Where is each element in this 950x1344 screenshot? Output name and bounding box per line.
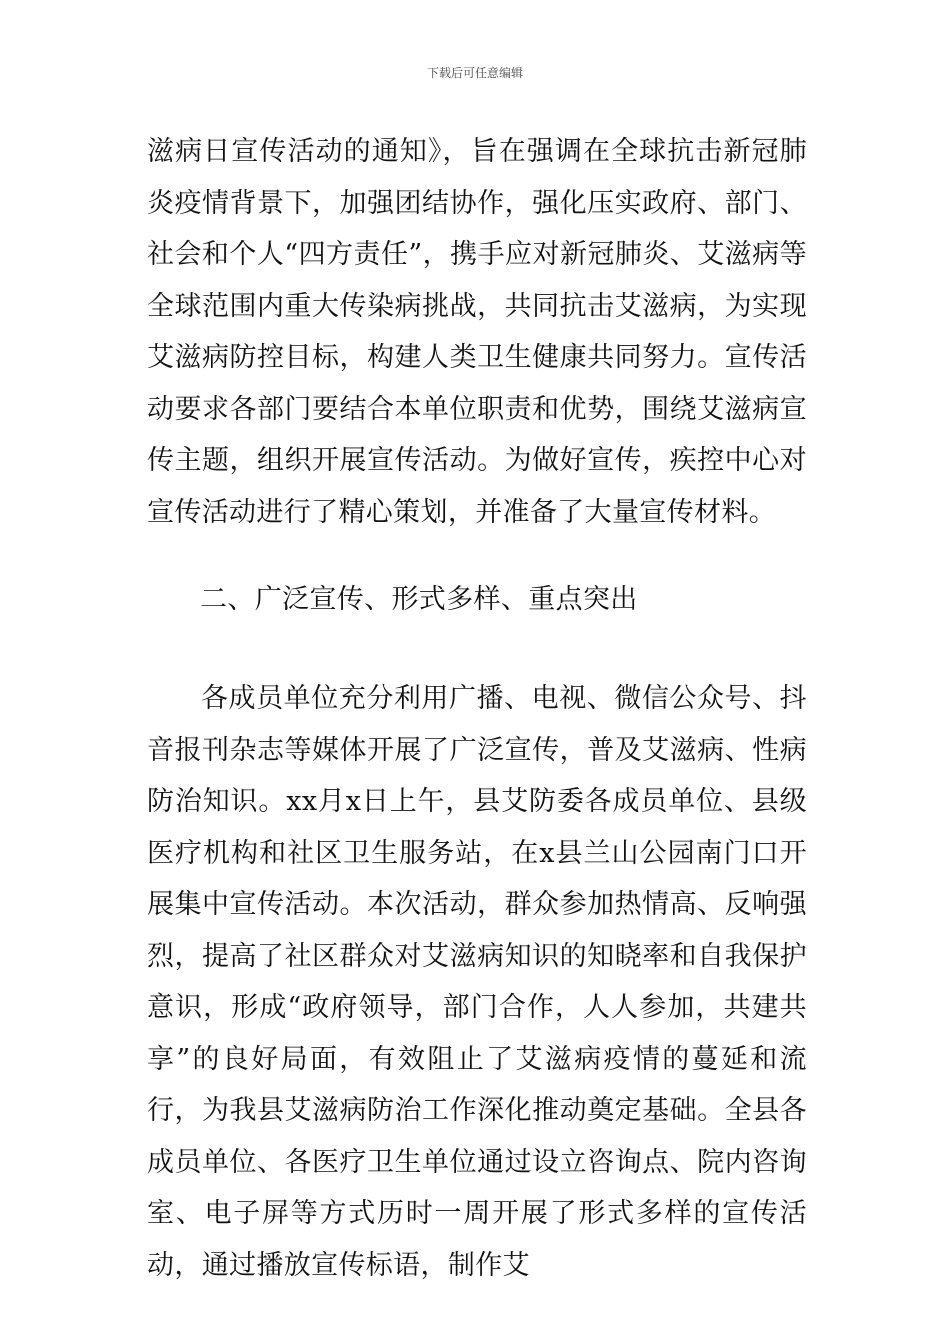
body-paragraph-2: 各成员单位充分利用广播、电视、微信公众号、抖音报刊杂志等媒体开展了广泛宣传，普及艾滋病、性病防治知识。xx月x日上午，县艾防委各成员单位、县级医疗机构和社区卫生服务站，在x县兰山公园南门口开展集中宣传活动。本次活动，群众参加热情高、反响强烈，提高了社区群众对艾滋病知识的知晓率和自我保护意识，形成“政府领导，部门合作，人人参加，共建共享”的良好局面，有效阻止了艾滋病疫情的蔓延和流行，为我县艾滋病防治工作深化推动奠定基础。全县各成员单位、各医疗卫生单位通过设立咨询点、院内咨询室、电子屏等方式历时一周开展了形式多样的宣传活动，通过播放宣传标语，制作艾 (147, 683, 807, 1281)
body-paragraph-1: 滋病日宣传活动的通知》，旨在强调在全球抗击新冠肺炎疫情背景下，加强团结协作，强化压实政府、部门、社会和个人“四方责任”，携手应对新冠肺炎、艾滋病等全球范围内重大传染病挑战，共同抗击艾滋病，为实现艾滋病防控目标，构建人类卫生健康共同努力。宣传活动要求各部门要结合本单位职责和优势，围绕艾滋病宣传主题，组织开展宣传活动。为做好宣传，疾控中心对宣传活动进行了精心策划，并准备了大量宣传材料。 (147, 136, 807, 528)
page-header-note: 下载后可任意编辑 (426, 66, 523, 80)
section-heading-2: 二、广泛宣传、形式多样、重点突出 (200, 584, 638, 615)
